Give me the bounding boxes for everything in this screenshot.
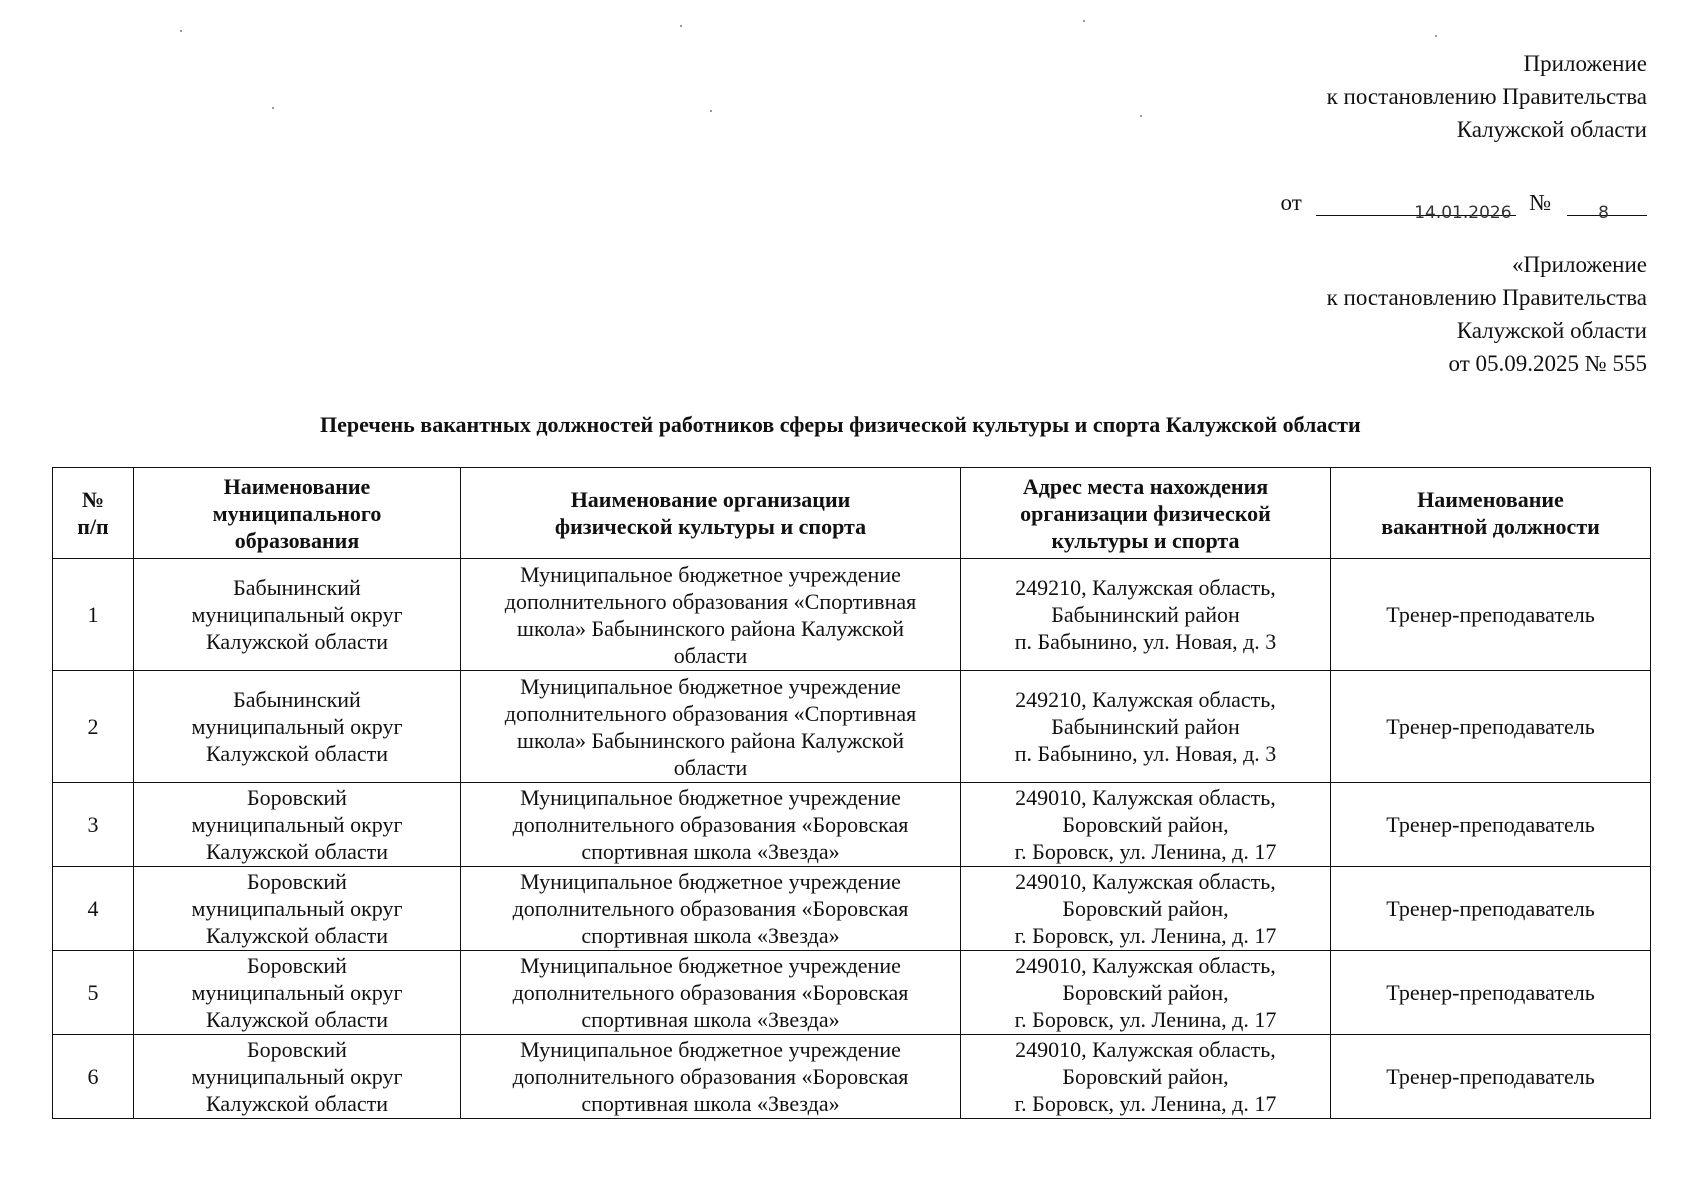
organization-cell: Муниципальное бюджетное учреждение дополнительного образования «Боровская спортивная школа «Звезда» [461,951,961,1035]
address-cell: 249010, Калужская область, Боровский район, г. Боровск, ул. Ленина, д. 17 [961,1035,1331,1119]
municipality-cell: Бабынинский муниципальный округ Калужской области [134,559,461,671]
municipality-cell: Боровский муниципальный округ Калужской области [134,951,461,1035]
organization-cell: Муниципальное бюджетное учреждение дополнительного образования «Спортивная школа» Бабынинского района Калужской области [461,671,961,783]
table-row [53,783,1651,867]
column-header-organization: Наименование организации физической культуры и спорта [461,468,961,559]
address-cell: 249210, Калужская область, Бабынинский район п. Бабынино, ул. Новая, д. 3 [961,671,1331,783]
scan-speck [1083,20,1085,22]
date-field [1316,188,1516,223]
scan-speck [272,107,274,109]
column-header-municipality: Наименование муниципального образования [134,468,461,559]
address-cell: 249010, Калужская область, Боровский район, г. Боровск, ул. Ленина, д. 17 [961,867,1331,951]
previous-appendix-header [947,248,1647,380]
appendix-header [947,47,1647,146]
scan-speck [180,30,182,32]
row-number: 6 [53,1035,134,1119]
municipality-cell: Боровский муниципальный округ Калужской области [134,1035,461,1119]
row-number: 5 [53,951,134,1035]
date-number-line [1280,188,1647,223]
organization-cell: Муниципальное бюджетное учреждение дополнительного образования «Спортивная школа» Бабынинского района Калужской области [461,559,961,671]
appendix-line: Приложение [1523,51,1647,76]
row-number: 3 [53,783,134,867]
table-row [53,671,1651,783]
address-cell: 249010, Калужская область, Боровский район, г. Боровск, ул. Ленина, д. 17 [961,951,1331,1035]
position-cell: Тренер-преподаватель [1331,783,1651,867]
table-row [53,559,1651,671]
municipality-cell: Бабынинский муниципальный округ Калужской области [134,671,461,783]
table-header-row [53,468,1651,559]
document-title: Перечень вакантных должностей работников сферы физической культуры и спорта Калужской области [320,412,1361,437]
appendix-line: Калужской области [1456,117,1647,142]
scan-speck [680,25,682,27]
appendix-line: Калужской области [1456,318,1647,343]
table-row [53,867,1651,951]
position-cell: Тренер-преподаватель [1331,1035,1651,1119]
table-row [53,951,1651,1035]
vacancy-table [52,467,1651,1119]
date-value: 14.01.2026 [1414,203,1512,223]
position-cell: Тренер-преподаватель [1331,951,1651,1035]
municipality-cell: Боровский муниципальный округ Калужской области [134,867,461,951]
number-value: 8 [1598,203,1609,223]
municipality-cell: Боровский муниципальный округ Калужской области [134,783,461,867]
row-number: 2 [53,671,134,783]
organization-cell: Муниципальное бюджетное учреждение дополнительного образования «Боровская спортивная школа «Звезда» [461,867,961,951]
scan-speck [1435,35,1437,37]
position-cell: Тренер-преподаватель [1331,559,1651,671]
appendix-line: к постановлению Правительства [1326,285,1647,310]
row-number: 4 [53,867,134,951]
number-field [1567,188,1647,223]
position-cell: Тренер-преподаватель [1331,867,1651,951]
column-header-address: Адрес места нахождения организации физической культуры и спорта [961,468,1331,559]
scan-speck [710,110,712,112]
position-cell: Тренер-преподаватель [1331,671,1651,783]
organization-cell: Муниципальное бюджетное учреждение дополнительного образования «Боровская спортивная школа «Звезда» [461,1035,961,1119]
organization-cell: Муниципальное бюджетное учреждение дополнительного образования «Боровская спортивная школа «Звезда» [461,783,961,867]
appendix-line: к постановлению Правительства [1326,84,1647,109]
number-sign: № [1529,190,1552,215]
address-cell: 249010, Калужская область, Боровский район, г. Боровск, ул. Ленина, д. 17 [961,783,1331,867]
address-cell: 249210, Калужская область, Бабынинский район п. Бабынино, ул. Новая, д. 3 [961,559,1331,671]
column-header-number: № п/п [53,468,134,559]
appendix-line: «Приложение [1512,252,1647,277]
table-row [53,1035,1651,1119]
appendix-line: от 05.09.2025 № 555 [1448,351,1647,376]
row-number: 1 [53,559,134,671]
column-header-position: Наименование вакантной должности [1331,468,1651,559]
date-prefix: от [1280,190,1302,215]
